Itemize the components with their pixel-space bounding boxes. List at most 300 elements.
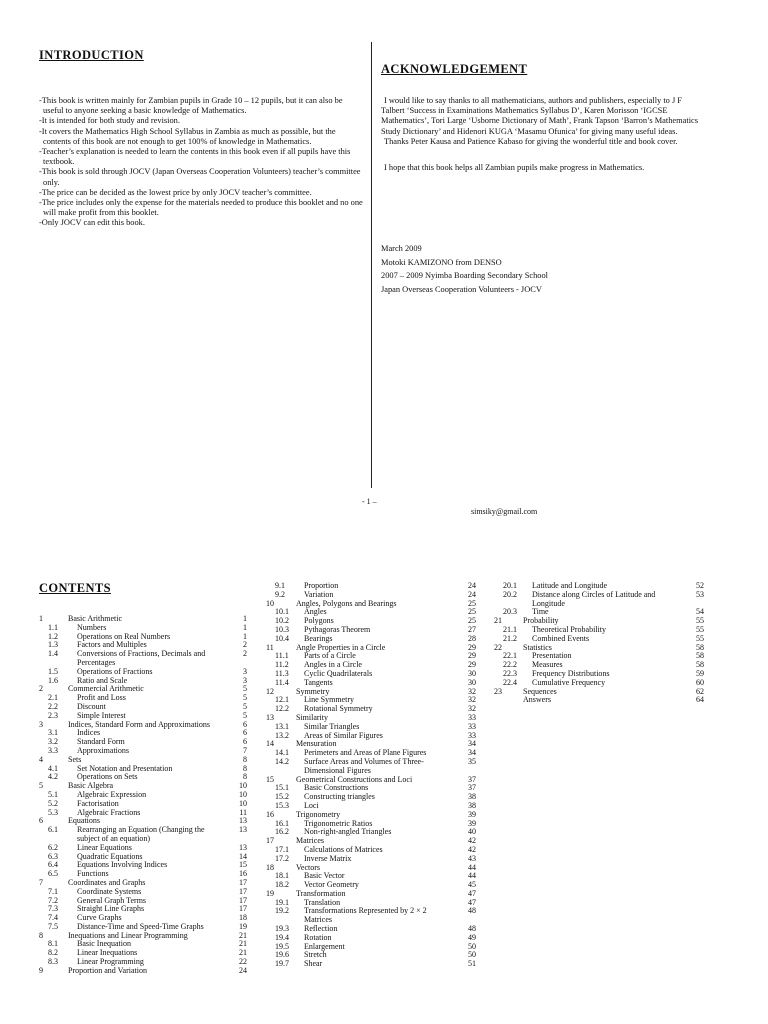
toc-chapter-entry [39,879,247,888]
toc-page: 43 [468,853,476,863]
toc-title: Basic Algebra [68,781,114,791]
toc-number: 4.2 [48,772,58,782]
toc-page: 3 [243,666,247,676]
toc-number: 5.3 [48,807,58,817]
page-number: - 1 – [362,497,377,506]
toc-section-entry [266,582,476,591]
toc-number: 8 [39,930,43,940]
toc-number: 15.2 [275,792,289,802]
toc-title: Distance-Time and Speed-Time Graphs [77,921,204,931]
toc-page: 1 [243,622,247,632]
toc-title: Basic Vector [304,871,345,881]
toc-title: Sequences [523,686,557,696]
toc-title: Quadratic Equations [77,851,143,861]
toc-section-entry [266,652,476,661]
toc-number: 3.2 [48,737,58,747]
toc-section-entry [494,626,704,635]
toc-page: 49 [468,932,476,942]
toc-number: 9.2 [275,589,285,599]
acknowledgement-body [381,96,703,173]
signature-date: March 2009 [381,244,422,253]
toc-number: 3.3 [48,745,58,755]
toc-title: Rearranging an Equation (Changing the subject of an equation) [77,825,205,843]
toc-title: Approximations [77,745,129,755]
toc-title: Basic Inequation [77,939,131,949]
toc-number: 10 [266,598,274,608]
toc-page: 3 [243,675,247,685]
toc-page: 30 [468,677,476,687]
toc-section-entry [494,591,704,609]
toc-number: 7.5 [48,921,58,931]
toc-number: 10.3 [275,624,289,634]
toc-page: 34 [468,739,476,749]
signature-organisation: Japan Overseas Cooperation Volunteers - JOCV [381,284,542,294]
acknowledgement-heading: ACKNOWLEDGEMENT [381,62,528,76]
toc-title: Operations on Real Numbers [77,631,171,641]
toc-page: 28 [468,633,476,643]
introduction-item: -Only JOCV can edit this book. [39,218,145,228]
toc-chapter-entry [266,600,476,609]
toc-number: 7.3 [48,904,58,914]
toc-number: 13.2 [275,730,289,740]
toc-number: 2.1 [48,693,58,703]
toc-page: 25 [468,616,476,626]
toc-title: Inequations and Linear Programming [68,930,188,940]
toc-title: Linear Programming [77,957,144,967]
toc-number: 10.4 [275,633,289,643]
toc-number: 9.1 [275,581,285,590]
toc-number: 19.7 [275,959,289,969]
toc-section-entry [39,826,247,844]
toc-number: 18 [266,862,274,872]
toc-number: 22.3 [503,668,517,678]
toc-title: Linear Inequations [77,948,138,958]
toc-page: 19 [239,921,247,931]
toc-title: Loci [304,800,319,810]
toc-section-entry [266,960,476,969]
toc-page: 50 [468,941,476,951]
toc-number: 19.6 [275,950,289,960]
toc-title: Numbers [77,622,107,632]
toc-page: 29 [468,642,476,652]
toc-page: 44 [468,862,476,872]
toc-number: 15 [266,774,274,784]
toc-page: 54 [696,607,704,617]
toc-number: 11.1 [275,651,289,661]
toc-chapter-entry [39,932,247,941]
toc-title: Straight Line Graphs [77,904,145,914]
toc-title: Proportion and Variation [68,965,147,975]
toc-page: 62 [696,686,704,696]
toc-page: 25 [468,607,476,617]
toc-title: Time [532,607,549,617]
toc-title: Proportion [304,581,339,590]
toc-number: 20.3 [503,607,517,617]
toc-title: Conversions of Fractions, Decimals and Percentages [77,649,206,667]
toc-page: 59 [696,668,704,678]
toc-number: 15.1 [275,783,289,793]
toc-page: 53 [696,589,704,599]
toc-title: Profit and Loss [77,693,126,703]
toc-section-entry [266,670,476,679]
toc-title: Transformations Represented by 2 × 2 Matrices [304,906,427,925]
toc-number: 7.2 [48,895,58,905]
toc-title: Rotation [304,932,332,942]
toc-section-entry [39,703,247,712]
toc-page: 64 [696,695,704,705]
toc-number: 8.3 [48,957,58,967]
toc-number: 17.2 [275,853,289,863]
toc-number: 2.3 [48,710,58,720]
toc-page: 55 [696,616,704,626]
toc-page: 48 [468,906,476,916]
toc-page: 10 [239,781,247,791]
toc-title: Sets [68,754,82,764]
toc-chapter-entry [494,644,704,653]
toc-title: Transformation [296,888,346,898]
toc-section-entry [39,800,247,809]
toc-number: 14.2 [275,756,289,766]
toc-title: Statistics [523,642,552,652]
toc-page: 21 [239,939,247,949]
toc-section-entry [266,758,476,776]
introduction-heading: INTRODUCTION [39,48,144,62]
toc-page: 18 [239,913,247,923]
signature-author: Motoki KAMIZONO from DENSO [381,257,502,267]
toc-number: 15.3 [275,800,289,810]
toc-page: 2 [243,649,247,659]
toc-title: Functions [77,869,109,879]
introduction-item: -This book is written mainly for Zambian pupils in Grade 10 – 12 pupils, but it can also be useful to anyone seeking a basic knowledge of Mathematics. [39,96,343,116]
toc-number: 1 [39,614,43,623]
toc-page: 39 [468,809,476,819]
toc-page: 32 [468,686,476,696]
toc-page: 29 [468,651,476,661]
toc-title: Set Notation and Presentation [77,763,173,773]
toc-page: 17 [239,877,247,887]
toc-page: 16 [239,869,247,879]
toc-number: 12.2 [275,704,289,714]
toc-page: 37 [468,774,476,784]
toc-number: 19.3 [275,924,289,934]
toc-section-entry [39,694,247,703]
toc-title: Linear Equations [77,842,132,852]
toc-title: Similar Triangles [304,721,360,731]
toc-page: 29 [468,660,476,670]
toc-title: Enlargement [304,941,345,951]
toc-title: Surface Areas and Volumes of Three-Dimensional Figures [304,756,424,775]
toc-page: 58 [696,642,704,652]
toc-title: Equations Involving Indices [77,860,168,870]
toc-section-entry [266,872,476,881]
toc-title: Angles, Polygons and Bearings [296,598,397,608]
toc-number: 11.4 [275,677,289,687]
toc-title: Answers [523,695,551,705]
toc-page: 45 [468,880,476,890]
toc-page: 42 [468,836,476,846]
toc-title: Distance along Circles of Latitude and Longitude [532,589,656,608]
toc-page: 33 [468,730,476,740]
toc-number: 16 [266,809,274,819]
toc-section-entry [266,925,476,934]
toc-page: 15 [239,860,247,870]
toc-number: 12 [266,686,274,696]
toc-page: 7 [243,745,247,755]
toc-page: 47 [468,888,476,898]
toc-number: 17 [266,836,274,846]
toc-page: 34 [468,748,476,758]
toc-number: 20.1 [503,581,517,590]
toc-title: Basic Arithmetic [68,614,122,623]
contents-column-3 [494,582,704,705]
toc-title: Translation [304,897,341,907]
toc-number: 5.2 [48,798,58,808]
toc-page: 6 [243,728,247,738]
signature-school: 2007 – 2009 Nyimba Boarding Secondary School [381,271,549,280]
toc-title: Rotational Symmetry [304,704,373,714]
toc-title: Commercial Arithmetic [68,684,144,694]
toc-title: Algebraic Expression [77,789,147,799]
toc-number: 8.1 [48,939,58,949]
toc-chapter-entry [266,890,476,899]
toc-title: Trigonometry [296,809,341,819]
toc-title: Algebraic Fractions [77,807,141,817]
toc-page: 55 [696,633,704,643]
toc-page: 60 [696,677,704,687]
toc-page: 13 [239,816,247,826]
toc-chapter-entry [39,685,247,694]
toc-title: Factorisation [77,798,119,808]
toc-page: 5 [243,693,247,703]
toc-title: Angles [304,607,327,617]
toc-title: Geometrical Constructions and Loci [296,774,413,784]
toc-chapter-entry [39,721,247,730]
toc-number: 9 [39,965,43,975]
toc-number: 7.1 [48,886,58,896]
toc-page: 6 [243,737,247,747]
toc-section-entry [39,905,247,914]
toc-page: 17 [239,895,247,905]
toc-section-entry [39,729,247,738]
toc-title: General Graph Terms [77,895,147,905]
toc-number: 1.2 [48,631,58,641]
toc-title: Parts of a Circle [304,651,356,661]
toc-number: 4.1 [48,763,58,773]
toc-page: 22 [239,957,247,967]
toc-section-entry [39,668,247,677]
toc-title: Mensuration [296,739,337,749]
toc-title: Constructing triangles [304,792,375,802]
toc-number: 11.3 [275,668,289,678]
toc-number: 8.2 [48,948,58,958]
toc-number: 19.4 [275,932,289,942]
toc-title: Variation [304,589,334,599]
toc-page: 35 [468,756,476,766]
toc-number: 19.5 [275,941,289,951]
toc-title: Similarity [296,712,328,722]
toc-number: 6.5 [48,869,58,879]
toc-title: Presentation [532,651,572,661]
toc-page: 21 [239,930,247,940]
toc-section-entry [266,951,476,960]
toc-page: 17 [239,886,247,896]
toc-page: 10 [239,789,247,799]
toc-chapter-entry [494,696,704,705]
toc-title: Matrices [296,836,324,846]
toc-number: 18.1 [275,871,289,881]
toc-page: 24 [468,589,476,599]
toc-page: 50 [468,950,476,960]
toc-title: Standard Form [77,737,125,747]
toc-page: 5 [243,701,247,711]
toc-number: 11 [266,642,274,652]
email-address: simsiky@gmail.com [471,507,538,516]
toc-number: 18.2 [275,880,289,890]
toc-title: Line Symmetry [304,695,354,705]
toc-section-entry [266,907,476,925]
toc-chapter-entry [266,864,476,873]
toc-page: 8 [243,754,247,764]
toc-number: 19.1 [275,897,289,907]
toc-page: 52 [696,581,704,590]
toc-page: 5 [243,710,247,720]
toc-title: Ratio and Scale [77,675,128,685]
toc-page: 1 [243,631,247,641]
introduction-item: -Teacher’s explanation is needed to learn the contents in this book even if all pupils have this textbook. [39,147,351,167]
toc-number: 16.2 [275,827,289,837]
toc-page: 24 [468,581,476,590]
acknowledgement-paragraph: I would like to say thanks to all mathematicians, authors and publishers, especially to J F Talbert ‘Success in Examinations Mathematics Syllabus D’, Karen Morisson ‘IGCSE Mathematics’, Tori Large ‘Usborne Dictionary of Math’, Frank Tapson ‘Barron’s Mathematics Study Dictionary’ and Hidenori KUGA ‘Masamu Ofunica’ for giving many useful ideas. [381,96,698,136]
toc-page: 33 [468,712,476,722]
toc-number: 6.4 [48,860,58,870]
toc-page: 58 [696,651,704,661]
toc-title: Bearings [304,633,333,643]
toc-page: 32 [468,695,476,705]
toc-title: Coordinate Systems [77,886,142,896]
toc-chapter-entry [266,714,476,723]
toc-title: Polygons [304,616,334,626]
toc-title: Indices [77,728,101,738]
toc-title: Frequency Distributions [532,668,610,678]
toc-page: 13 [239,842,247,852]
toc-title: Angle Properties in a Circle [296,642,386,652]
toc-title: Discount [77,701,106,711]
introduction-item: -It is intended for both study and revision. [39,116,180,126]
toc-number: 5.1 [48,789,58,799]
toc-section-entry [39,765,247,774]
toc-title: Latitude and Longitude [532,581,608,590]
toc-number: 16.1 [275,818,289,828]
toc-title: Combined Events [532,633,590,643]
toc-page: 48 [468,924,476,934]
toc-number: 1.5 [48,666,58,676]
toc-number: 14.1 [275,748,289,758]
toc-section-entry [266,846,476,855]
toc-section-entry [266,934,476,943]
toc-page: 25 [468,598,476,608]
toc-title: Calculations of Matrices [304,844,383,854]
toc-chapter-entry [266,644,476,653]
toc-page: 42 [468,844,476,854]
toc-section-entry [39,791,247,800]
toc-number: 2.2 [48,701,58,711]
toc-number: 13 [266,712,274,722]
toc-page: 30 [468,668,476,678]
toc-section-entry [39,940,247,949]
toc-section-entry [39,738,247,747]
toc-number: 21.1 [503,624,517,634]
toc-section-entry [266,608,476,617]
toc-number: 6.3 [48,851,58,861]
toc-number: 10.2 [275,616,289,626]
toc-number: 6 [39,816,43,826]
toc-page: 38 [468,792,476,802]
toc-page: 10 [239,798,247,808]
toc-title: Vectors [296,862,320,872]
toc-section-entry [266,943,476,952]
toc-number: 21 [494,616,502,626]
contents-heading: CONTENTS [39,581,111,595]
toc-page: 8 [243,772,247,782]
toc-title: Vector Geometry [304,880,359,890]
toc-number: 5 [39,781,43,791]
toc-page: 32 [468,704,476,714]
acknowledgement-paragraph: Thanks Peter Kausa and Patience Kabaso for giving the wonderful title and book cover. [384,136,678,146]
toc-page: 58 [696,660,704,670]
toc-title: Theoretical Probability [532,624,606,634]
introduction-item: -The price can be decided as the lowest price by only JOCV teacher’s committee. [39,187,312,197]
column-divider [371,42,372,488]
toc-number: 6.1 [48,825,58,835]
introduction-item: -The price includes only the expense for the materials needed to produce this booklet and no one will make profit from this booklet. [39,198,363,218]
toc-number: 14 [266,739,274,749]
toc-page: 38 [468,800,476,810]
introduction-item: -This book is sold through JOCV (Japan Overseas Cooperation Volunteers) teacher’s committee only. [39,167,361,187]
toc-page: 6 [243,719,247,729]
toc-title: Indices, Standard Form and Approximations [68,719,210,729]
toc-number: 22 [494,642,502,652]
toc-title: Basic Constructions [304,783,369,793]
toc-number: 22.4 [503,677,517,687]
contents-column-2 [266,582,476,969]
toc-number: 7 [39,877,43,887]
toc-page: 37 [468,783,476,793]
contents-column-1 [39,615,247,976]
toc-title: Curve Graphs [77,913,122,923]
toc-chapter-entry [266,776,476,785]
toc-title: Tangents [304,677,333,687]
toc-title: Factors and Multiples [77,640,147,650]
toc-page: 27 [468,624,476,634]
toc-number: 3 [39,719,43,729]
toc-title: Trigonometric Ratios [304,818,373,828]
toc-section-entry [266,793,476,802]
toc-title: Operations on Sets [77,772,138,782]
toc-title: Reflection [304,924,338,934]
toc-chapter-entry [266,688,476,697]
toc-title: Simple Interest [77,710,126,720]
toc-title: Stretch [304,950,327,960]
toc-title: Shear [304,959,323,969]
toc-number: 19.2 [275,906,289,916]
toc-page: 44 [468,871,476,881]
toc-section-entry [39,650,247,668]
toc-number: 22.2 [503,660,517,670]
toc-title: Measures [532,660,563,670]
toc-title: Probability [523,616,559,626]
toc-page: 51 [468,959,476,969]
toc-title: Cumulative Frequency [532,677,606,687]
